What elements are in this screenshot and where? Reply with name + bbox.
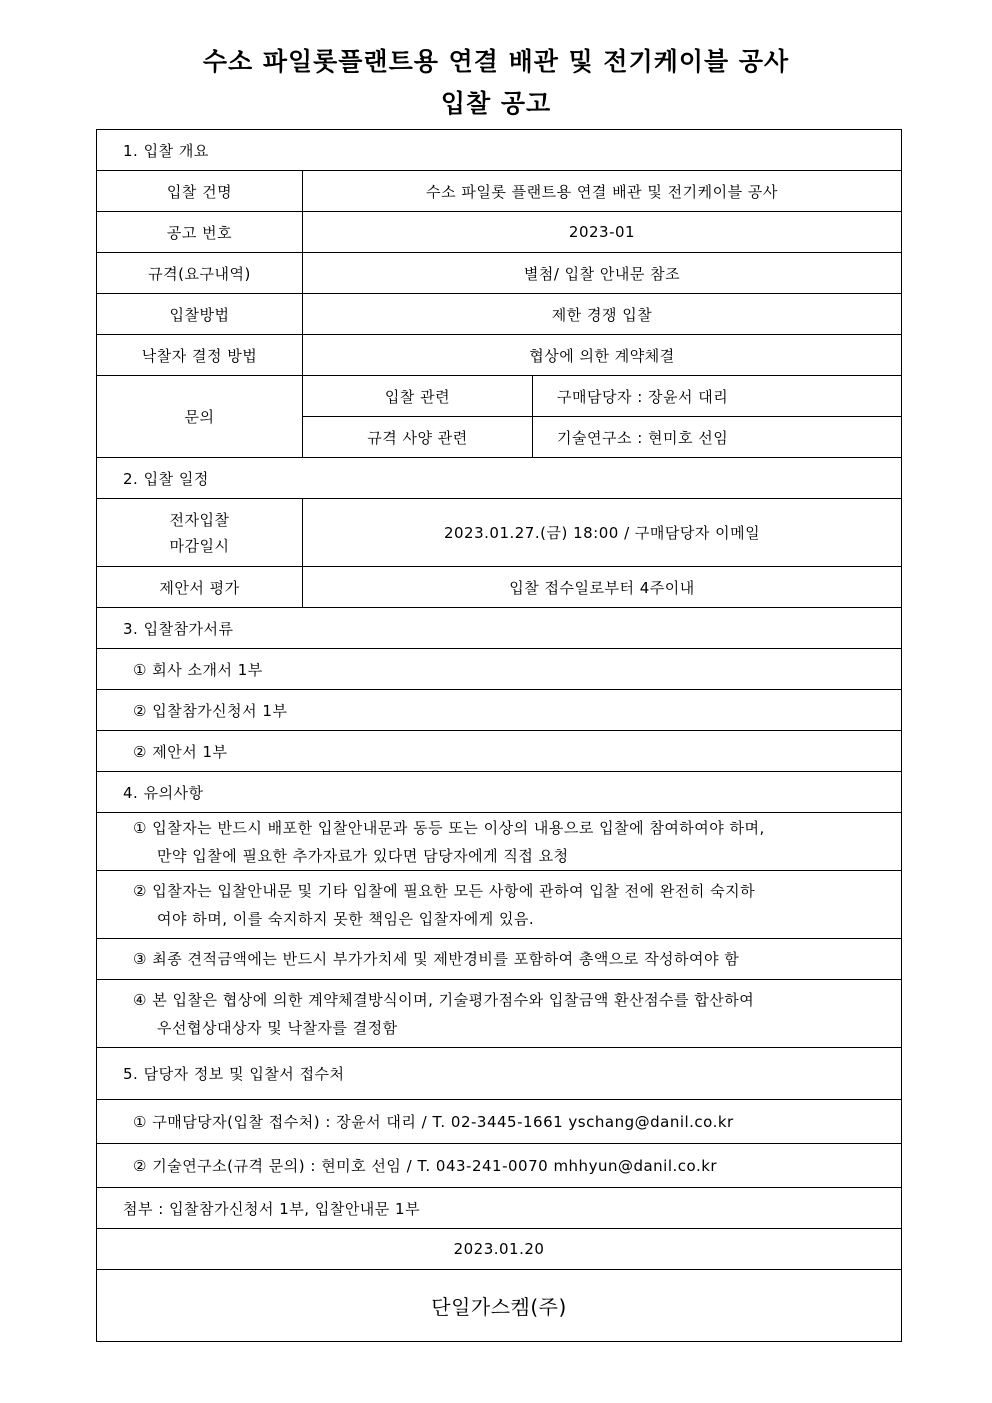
bid-name-row [97, 171, 902, 212]
document-title: 수소 파일롯플랜트용 연결 배관 및 전기케이블 공사 [202, 47, 790, 76]
company-row [97, 1270, 902, 1342]
section-notes-row [97, 772, 902, 813]
document-item-row [97, 649, 902, 690]
note-line2: 우선협상대상자 및 낙찰자를 결정함 [157, 1018, 398, 1037]
bid-method-value: 제한 경쟁 입찰 [303, 294, 902, 335]
deadline-label-line1: 전자입찰 [169, 510, 230, 529]
section-contact-row [97, 1048, 902, 1100]
document-item-row [97, 690, 902, 731]
document-item: ① 회사 소개서 1부 [97, 649, 902, 690]
deadline-row [97, 499, 902, 567]
contact-item: ② 기술연구소(규격 문의) : 현미호 선임 / T. 043-241-0070 mhhyun@danil.co.kr [97, 1144, 902, 1188]
spec-value: 별첨/ 입찰 안내문 참조 [303, 253, 902, 294]
document-subtitle: 입찰 공고 [440, 89, 552, 118]
note-item [97, 939, 902, 980]
attachment-text: 첨부 : 입찰참가신청서 1부, 입찰안내문 1부 [97, 1188, 902, 1229]
deadline-label-line2: 마감일시 [169, 536, 230, 555]
note-line1: ① 입찰자는 반드시 배포한 입찰안내문과 동등 또는 이상의 내용으로 입찰에 참여하여야 하며, [133, 818, 765, 837]
note-row [97, 871, 902, 939]
note-item [97, 980, 902, 1048]
note-line2: 여야 하며, 이를 숙지하지 못한 책임은 입찰자에게 있음. [157, 909, 535, 928]
evaluation-label: 제안서 평가 [97, 567, 303, 608]
contact-row [97, 1144, 902, 1188]
section-schedule-header: 2. 입찰 일정 [97, 458, 902, 499]
inquiry-row [97, 376, 902, 417]
section-notes-header: 4. 유의사항 [97, 772, 902, 813]
attachment-row [97, 1188, 902, 1229]
section-contact-header: 5. 담당자 정보 및 입찰서 접수처 [97, 1048, 902, 1100]
section-documents-row [97, 608, 902, 649]
inquiry-person: 기술연구소 : 현미호 선임 [533, 417, 902, 458]
bid-name-value: 수소 파일롯 플랜트용 연결 배관 및 전기케이블 공사 [303, 171, 902, 212]
notice-number-row [97, 212, 902, 253]
note-line1: ② 입찰자는 입찰안내문 및 기타 입찰에 필요한 모든 사항에 관하여 입찰 전에 완전히 숙지하 [133, 881, 756, 900]
announcement-table [96, 129, 902, 1342]
bid-method-label: 입찰방법 [97, 294, 303, 335]
section-overview-row [97, 130, 902, 171]
inquiry-topic: 규격 사양 관련 [303, 417, 533, 458]
note-item [97, 813, 902, 871]
award-method-label: 낙찰자 결정 방법 [97, 335, 303, 376]
date-row [97, 1229, 902, 1270]
spec-row [97, 253, 902, 294]
spec-label: 규격(요구내역) [97, 253, 303, 294]
note-line2: 만약 입찰에 필요한 추가자료가 있다면 담당자에게 직접 요청 [157, 846, 569, 865]
section-schedule-row [97, 458, 902, 499]
evaluation-value: 입찰 접수일로부터 4주이내 [303, 567, 902, 608]
note-row [97, 813, 902, 871]
note-line1: ③ 최종 견적금액에는 반드시 부가가치세 및 제반경비를 포함하여 총액으로 작성하여야 함 [133, 950, 740, 968]
notice-number-value: 2023-01 [303, 212, 902, 253]
award-method-row [97, 335, 902, 376]
section-documents-header: 3. 입찰참가서류 [97, 608, 902, 649]
contact-row [97, 1100, 902, 1144]
company-name: 단일가스켐(주) [97, 1270, 902, 1342]
contact-item: ① 구매담당자(입찰 접수처) : 장윤서 대리 / T. 02-3445-1661 yschang@danil.co.kr [97, 1100, 902, 1144]
note-row [97, 980, 902, 1048]
note-item [97, 871, 902, 939]
document-item: ② 제안서 1부 [97, 731, 902, 772]
bid-name-label: 입찰 건명 [97, 171, 303, 212]
deadline-label [97, 499, 303, 567]
evaluation-row [97, 567, 902, 608]
bid-method-row [97, 294, 902, 335]
inquiry-label: 문의 [97, 376, 303, 458]
note-line1: ④ 본 입찰은 협상에 의한 계약체결방식이며, 기술평가점수와 입찰금액 환산점수를 합산하여 [133, 990, 755, 1009]
inquiry-person: 구매담당자 : 장윤서 대리 [533, 376, 902, 417]
document-item-row [97, 731, 902, 772]
note-row [97, 939, 902, 980]
announcement-date: 2023.01.20 [97, 1229, 902, 1270]
document-item: ② 입찰참가신청서 1부 [97, 690, 902, 731]
notice-number-label: 공고 번호 [97, 212, 303, 253]
inquiry-topic: 입찰 관련 [303, 376, 533, 417]
award-method-value: 협상에 의한 계약체결 [303, 335, 902, 376]
section-overview-header: 1. 입찰 개요 [97, 130, 902, 171]
deadline-value: 2023.01.27.(금) 18:00 / 구매담당자 이메일 [303, 499, 902, 567]
